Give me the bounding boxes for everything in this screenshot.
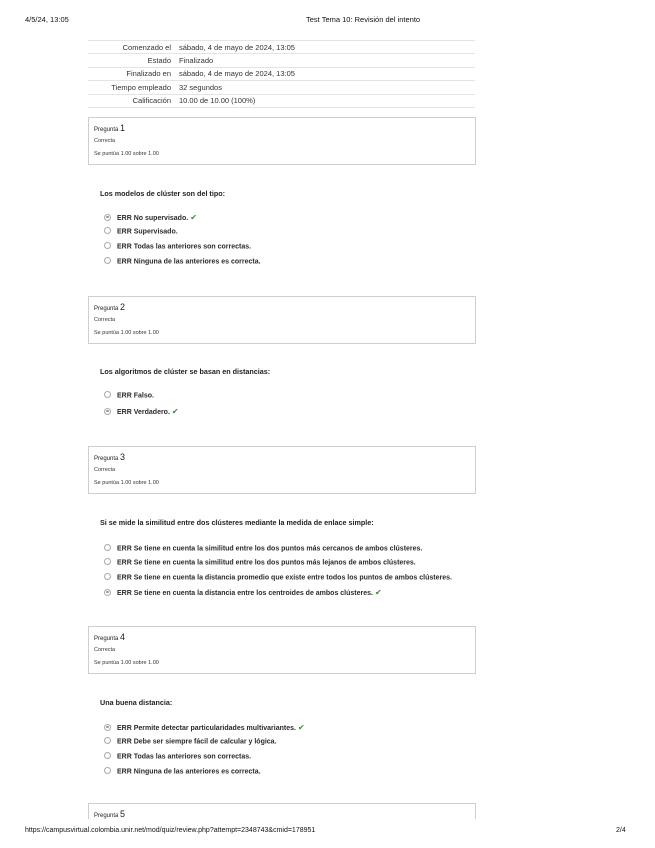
- attempt-summary: [88, 40, 475, 108]
- summary-label: Tiempo empleado: [88, 81, 176, 94]
- page-url: https://campusvirtual.colombia.unir.net/mod/quiz/review.php?attempt=2348743&cmid=178951: [25, 827, 316, 834]
- question-1-option-4[interactable]: ERR Ninguna de las anteriores es correcta.: [104, 258, 261, 268]
- radio-icon[interactable]: [104, 752, 111, 759]
- radio-icon[interactable]: [104, 558, 111, 565]
- question-grade: Se puntúa 1.00 sobre 1.00: [94, 151, 159, 157]
- check-icon: ✔: [190, 213, 197, 222]
- question-1-option-2[interactable]: ERR Supervisado.: [104, 228, 178, 238]
- radio-icon[interactable]: [104, 214, 111, 221]
- question-number: Pregunta 4: [94, 632, 126, 642]
- question-1-option-3[interactable]: ERR Todas las anteriores son correctas.: [104, 243, 251, 253]
- question-2-prompt: Los algoritmos de clúster se basan en distancias:: [100, 367, 271, 376]
- question-3-option-3[interactable]: ERR Se tiene en cuenta la distancia promedio que existe entre todos los puntos de ambos clústeres.: [104, 574, 452, 584]
- summary-row: [88, 94, 475, 107]
- question-state: Correcta: [94, 317, 116, 323]
- question-number: Pregunta 2: [94, 302, 126, 312]
- question-3-option-4[interactable]: ERR Se tiene en cuenta la distancia entre los centroides de ambos clústeres. ✔: [104, 588, 382, 598]
- print-datetime: 4/5/24, 13:05: [25, 15, 69, 24]
- question-4-prompt: Una buena distancia:: [100, 698, 173, 707]
- radio-icon[interactable]: [104, 544, 111, 551]
- question-3-option-1[interactable]: ERR Se tiene en cuenta la similitud entre los dos puntos más cercanos de ambos clústeres.: [104, 545, 422, 555]
- question-2-option-2[interactable]: ERR Verdadero. ✔: [104, 407, 179, 417]
- check-icon: ✔: [374, 588, 382, 597]
- question-5-info: [88, 803, 476, 819]
- radio-icon[interactable]: [104, 767, 111, 774]
- page-title: Test Tema 10: Revisión del intento: [306, 15, 421, 24]
- question-4-option-2[interactable]: ERR Debe ser siempre fácil de calcular y lógica.: [104, 738, 277, 748]
- summary-label: Calificación: [88, 94, 176, 107]
- summary-row: [88, 41, 475, 54]
- summary-label: Finalizado en: [88, 67, 176, 80]
- question-4-option-3[interactable]: ERR Todas las anteriores son correctas.: [104, 753, 251, 763]
- radio-icon[interactable]: [104, 724, 111, 731]
- radio-icon[interactable]: [104, 242, 111, 249]
- radio-icon[interactable]: [104, 408, 111, 415]
- question-number: Pregunta 3: [94, 452, 126, 462]
- question-3-info: [88, 446, 476, 494]
- check-icon: ✔: [297, 723, 305, 732]
- summary-value: Finalizado: [176, 54, 475, 67]
- summary-row: [88, 81, 475, 94]
- question-3-option-2[interactable]: ERR Se tiene en cuenta la similitud entre los dos puntos más lejanos de ambos clústeres.: [104, 559, 416, 569]
- radio-icon[interactable]: [104, 737, 111, 744]
- question-4-option-1[interactable]: ERR Permite detectar particularidades multivariantes. ✔: [104, 723, 305, 733]
- radio-icon[interactable]: [104, 391, 111, 398]
- question-4-option-4[interactable]: ERR Ninguna de las anteriores es correcta.: [104, 768, 261, 778]
- question-state: Correcta: [94, 647, 116, 653]
- summary-value: sábado, 4 de mayo de 2024, 13:05: [176, 41, 475, 54]
- question-number: Pregunta 1: [94, 123, 126, 133]
- question-2-option-1[interactable]: ERR Falso.: [104, 392, 154, 402]
- question-grade: Se puntúa 1.00 sobre 1.00: [94, 660, 159, 666]
- radio-icon[interactable]: [104, 573, 111, 580]
- radio-icon[interactable]: [104, 589, 111, 596]
- radio-icon[interactable]: [104, 257, 111, 264]
- summary-value: 32 segundos: [176, 81, 475, 94]
- question-state: Correcta: [94, 138, 116, 144]
- summary-label: Comenzado el: [88, 41, 176, 54]
- question-grade: Se puntúa 1.00 sobre 1.00: [94, 480, 159, 486]
- question-2-info: [88, 296, 476, 344]
- question-1-info: [88, 117, 476, 165]
- question-grade: Se puntúa 1.00 sobre 1.00: [94, 330, 159, 336]
- radio-icon[interactable]: [104, 227, 111, 234]
- question-1-option-1[interactable]: ERR No supervisado. ✔: [104, 213, 197, 223]
- question-number: Pregunta 5: [94, 809, 126, 819]
- check-icon: ✔: [171, 407, 179, 416]
- question-state: Correcta: [94, 467, 116, 473]
- question-3-prompt: Si se mide la similitud entre dos clústeres mediante la medida de enlace simple:: [100, 518, 374, 527]
- summary-row: [88, 67, 475, 80]
- summary-row: [88, 54, 475, 67]
- question-4-info: [88, 626, 476, 674]
- question-1-prompt: Los modelos de clúster son del tipo:: [100, 189, 225, 198]
- summary-value: sábado, 4 de mayo de 2024, 13:05: [176, 67, 475, 80]
- page-number: 2/4: [616, 827, 626, 834]
- summary-label: Estado: [88, 54, 176, 67]
- summary-value: 10.00 de 10.00 (100%): [176, 94, 475, 107]
